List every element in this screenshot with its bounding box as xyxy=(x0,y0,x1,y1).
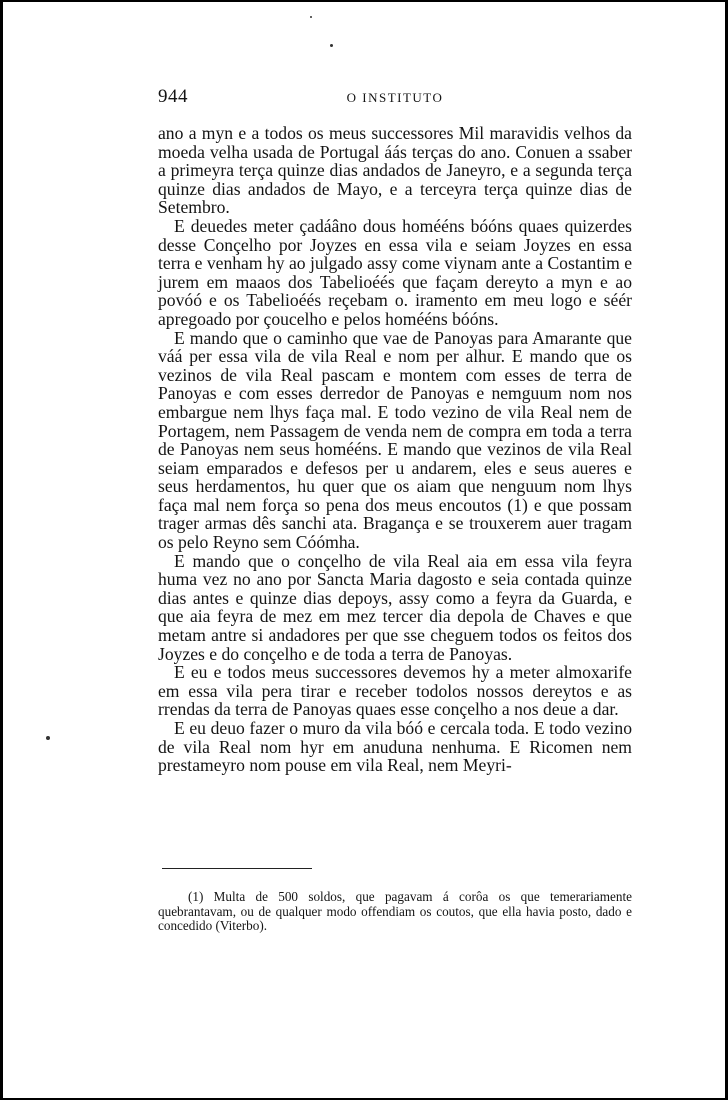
paragraph: E mando que o conçelho de vila Real aia em essa vila feyra huma vez no ano por Sancta Maria dagosto e seia contada quinze dias antes e quinze dias depoys, assy como a feyra da Guarda, e que aia feyra de mez em mez tercer dia depola de Chaves e que metam antre si andadores per que sse cheguem todos os feitos dos Joyzes e do conçelho e de toda a terra de Panoyas. xyxy=(158,550,632,664)
scan-speck xyxy=(46,736,50,740)
body-text xyxy=(158,124,632,775)
footnote: (1) Multa de 500 soldos, que pagavam á corôa os que temerariamente quebrantavam, ou de qualquer modo offendiam os coutos, que ella havia posto, dado e concedido (Viterbo). xyxy=(158,889,632,933)
footnote-divider xyxy=(162,868,312,869)
book-page xyxy=(158,0,632,1100)
page-header xyxy=(158,86,632,108)
scan-speck xyxy=(310,16,312,18)
scan-speck xyxy=(330,44,333,47)
running-title: O INSTITUTO xyxy=(346,90,444,105)
paragraph: E eu deuo fazer o muro da vila bóó e cercala toda. E todo vezino de vila Real nom hyr em anuduna nenhuma. E Ricomen nem prestameyro nom pouse em vila Real, nem Meyri- xyxy=(158,718,632,776)
page-number: 944 xyxy=(158,86,188,107)
paragraph: E eu e todos meus successores devemos hy a meter almoxarife em essa vila pera tirar e receber todolos nossos dereytos e as rrendas da terra de Panoyas quaes esse conçelho a nos deue a dar. xyxy=(158,662,632,720)
paragraph: E mando que o caminho que vae de Panoyas para Amarante que váá per essa vila de vila Real e nom per alhur. E mando que os vezinos de vila Real pascam e montem com esses de terra de Panoyas e com esses derredor de Panoyas e nemguum nom nos embargue nem lhys faça mal. E todo vezino de vila Real nem de Portagem, nem Passagem de venda nem de compra em toda a terra de Panoyas nem seus homééns. E mando que vezinos de vila Real seiam emparados e defesos per u andarem, eles e seus aueres e seus herdamentos, hu quer que os aiam que nenguum nom lhys faça mal nem força so pena dos meus encoutos (1) e que possam trager armas dês sanchi ata. Bragança e se trouxerem auer tragam os pelo Reyno sem Cóómha. xyxy=(158,327,632,553)
paragraph: E deuedes meter çadáâno dous homééns bóóns quaes quizerdes desse Conçelho por Joyzes en essa vila e seiam Joyzes en essa terra e venham hy ao julgado assy come viynam ante a Costantim e jurem em maaos dos Tabelioéés que façam dereyto a myn e ao povóó e os Tabelioéés reçebam o. iramento em meu logo e séér apregoado por çoucelho e pelos homééns bóóns. xyxy=(158,215,632,329)
paragraph: ano a myn e a todos os meus successores Mil maravidis velhos da moeda velha usada de Portugal áás terças do ano. Conuen a ssaber a primeyra terça quinze dias andados de Janeyro, e a segunda terça quinze dias andados de Mayo, e a terceyra terça quinze dias de Setembro. xyxy=(158,123,632,218)
